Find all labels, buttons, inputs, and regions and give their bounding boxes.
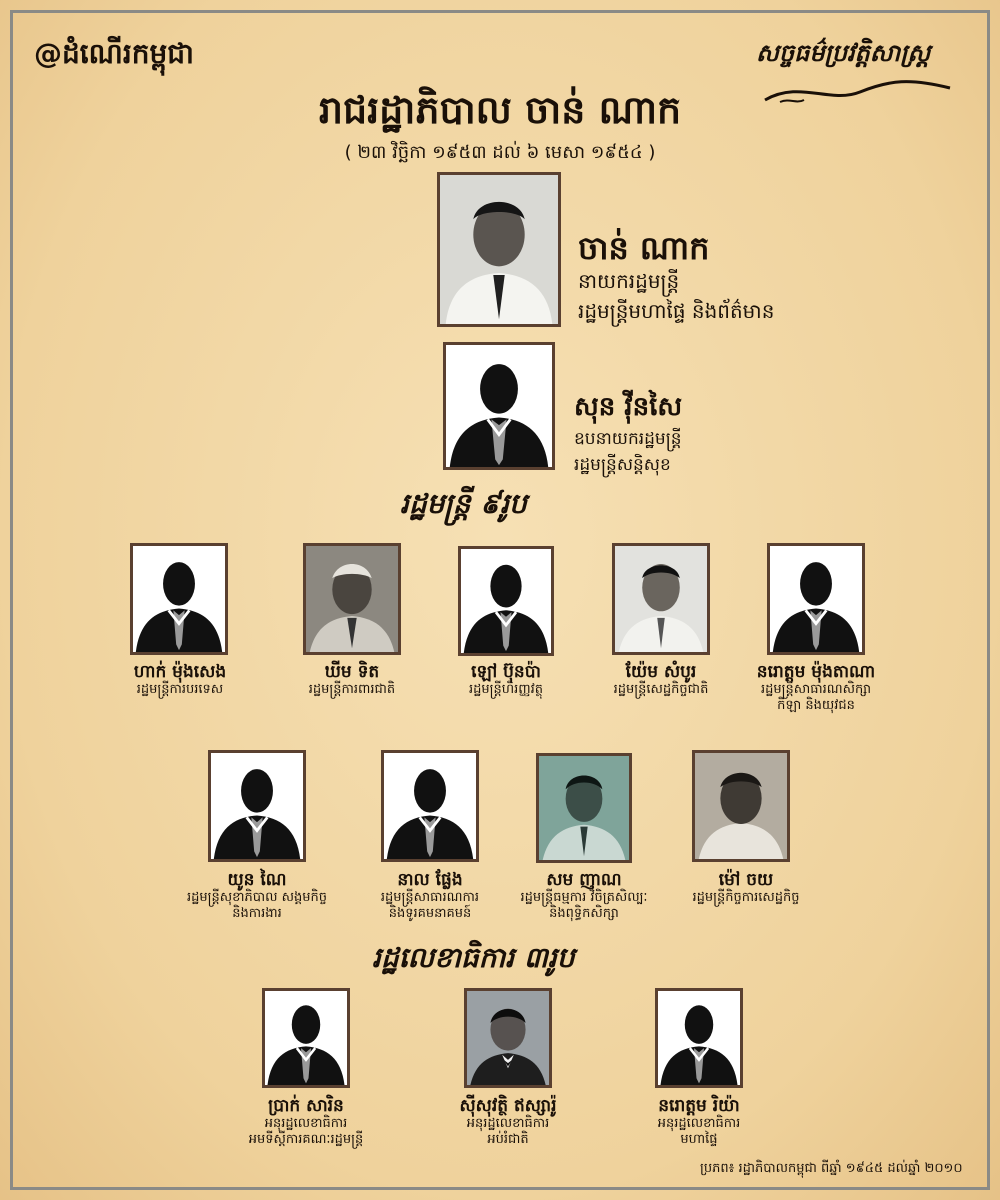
minister-caption	[272, 662, 432, 698]
minister-photo	[130, 543, 228, 655]
secretaries-heading: រដ្ឋលេខាធិការ ៣រូប	[372, 941, 575, 974]
minister-role: រដ្ឋមន្ត្រីសាធារណការ	[380, 890, 480, 906]
brand-logo-text: សច្ចធម៌ប្រវត្តិសាស្ត្រ	[756, 39, 931, 67]
minister-role: រដ្ឋមន្ត្រីកិច្ចការសេដ្ឋកិច្ច	[692, 890, 800, 906]
pm-name: ចាន់ ណាក	[578, 229, 710, 267]
minister-portrait-photo	[303, 543, 401, 655]
minister-caption	[666, 870, 826, 906]
secretary-caption	[619, 1096, 779, 1148]
minister-role: រដ្ឋមន្ត្រីសេដ្ឋកិច្ចជាតិ	[613, 682, 709, 698]
dpm-role-2: រដ្ឋមន្ត្រីសន្តិសុខ	[574, 455, 671, 475]
minister-role: រដ្ឋមន្ត្រីការបរទេស	[136, 682, 224, 698]
pm-role-2: រដ្ឋមន្ត្រីមហាផ្ទៃ និងព័ត៌មាន	[578, 299, 775, 323]
minister-portrait-photo	[612, 543, 710, 655]
minister-role-2: កីឡា និងយុវជន	[777, 697, 855, 713]
secretary-role-2: អមទីស្តីការគណៈរដ្ឋមន្ត្រី	[248, 1131, 364, 1147]
minister-portrait-photo	[692, 750, 790, 862]
minister-name: ម៉ៅ ចយ	[718, 870, 774, 890]
ministers-heading: រដ្ឋមន្ត្រី ៩រូប	[400, 487, 527, 520]
minister-name: ឃីម ទិត	[324, 662, 380, 682]
source-handle: @ដំណើរកម្ពុជា	[34, 37, 194, 70]
minister-role: រដ្ឋមន្ត្រីការពារជាតិ	[308, 682, 396, 698]
secretary-name: ប្រាក់ សារិន	[268, 1096, 344, 1116]
dpm-silhouette-photo	[443, 342, 555, 470]
dpm-role-1: ឧបនាយករដ្ឋមន្ត្រី	[574, 429, 682, 449]
minister-name: យ៉ែម សំបូរ	[625, 662, 697, 682]
minister-caption	[736, 662, 896, 714]
minister-name: សម ញាណ	[546, 870, 622, 890]
pm-portrait-photo	[437, 172, 561, 327]
minister-photo	[381, 750, 479, 862]
secretary-role: អនុរដ្ឋលេខាធិការ	[466, 1116, 550, 1132]
minister-role: រដ្ឋមន្ត្រីសុខាភិបាល សង្គមកិច្ច	[186, 890, 328, 906]
minister-caption	[426, 662, 586, 698]
secretary-photo	[262, 988, 350, 1088]
date-range: ( ២៣ វិច្ឆិកា ១៩៥៣ ដល់ ៦ មេសា ១៩៥៤ )	[344, 142, 656, 163]
minister-photo	[458, 546, 554, 656]
minister-name: ហាក់ ម៉ុងសេង	[133, 662, 227, 682]
minister-portrait-photo	[536, 753, 632, 863]
minister-role-2: និងការងារ	[232, 905, 282, 921]
minister-name: យូន ណៃ	[227, 870, 287, 890]
secretary-role: អនុរដ្ឋលេខាធិការ	[264, 1116, 348, 1132]
page-title: រាជរដ្ឋាភិបាល ចាន់ ណាក	[318, 88, 682, 132]
secretary-role-2: អប់រំជាតិ	[487, 1131, 529, 1147]
secretary-name: នរោត្តម រិយ៉ា	[658, 1096, 740, 1116]
secretary-caption	[216, 1096, 396, 1148]
secretary-portrait-photo	[464, 988, 552, 1088]
minister-caption	[340, 870, 520, 922]
minister-role: រដ្ឋមន្ត្រីហិរញ្ញវត្ថុ	[468, 682, 543, 698]
minister-caption	[581, 662, 741, 698]
dpm-name: សុន វ៉ីនសៃ	[574, 392, 683, 422]
secretary-role: អនុរដ្ឋលេខាធិការ	[657, 1116, 741, 1132]
minister-photo	[767, 543, 865, 655]
minister-role: រដ្ឋមន្ត្រីធម្មការ វិចិត្រសិល្បៈ	[520, 890, 648, 906]
secretary-photo	[655, 988, 743, 1088]
minister-caption	[100, 662, 260, 698]
minister-role: រដ្ឋមន្ត្រីសាធារណសិក្សា	[760, 682, 872, 698]
minister-name: នាល ផ្លែង	[397, 870, 463, 890]
source-footnote: ប្រភព៖ រដ្ឋាភិបាលកម្ពុជា ពីឆ្នាំ ១៩៤៥ ដល់ឆ្នាំ ២០១០	[700, 1161, 963, 1176]
minister-photo	[208, 750, 306, 862]
secretary-role-2: មហាផ្ទៃ	[680, 1131, 718, 1147]
minister-role-2: និងទូរគមនាគមន៍	[388, 905, 472, 921]
secretary-name: ស៊ីសុវត្ថិ ឥស្សារ៉ូ	[459, 1096, 557, 1116]
minister-caption	[494, 870, 674, 922]
minister-name: ឡៅ ប៊ុនប៉ា	[471, 662, 541, 682]
minister-name: នរោត្តម ម៉ុងតាណា	[756, 662, 876, 682]
minister-caption	[157, 870, 357, 922]
pm-role-1: នាយករដ្ឋមន្ត្រី	[578, 269, 680, 293]
secretary-caption	[418, 1096, 598, 1148]
minister-role-2: និងពុទ្ធិកសិក្សា	[549, 905, 619, 921]
